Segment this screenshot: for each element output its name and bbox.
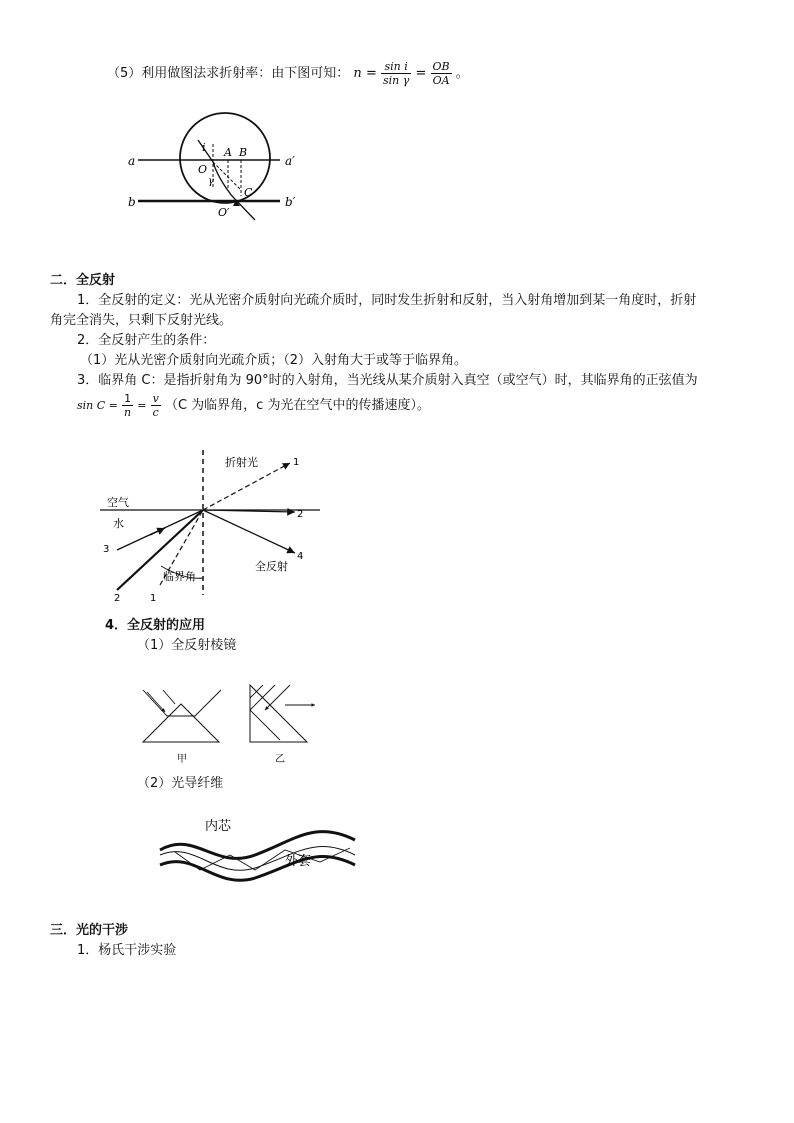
- label-yi: 乙: [275, 754, 285, 765]
- label-ray-2-bottom: 2: [114, 593, 121, 604]
- label-b: b: [128, 195, 136, 209]
- label-a-prime: a′: [285, 154, 295, 168]
- fiber-title: （2）光导纤维: [137, 776, 224, 791]
- refraction-circle-figure: [120, 108, 310, 233]
- prism-title: （1）全反射棱镜: [137, 638, 237, 653]
- heading-total-reflection: 二．全反射: [50, 273, 116, 288]
- application-title: 4．全反射的应用: [105, 618, 206, 633]
- label-air: 空气: [107, 496, 129, 509]
- optical-fiber-figure: [155, 810, 365, 885]
- label-ray-4: 4: [297, 551, 304, 562]
- label-b-prime: b′: [285, 195, 296, 209]
- label-total-reflection: 全反射: [255, 560, 288, 573]
- label-jia: 甲: [177, 754, 187, 765]
- label-gamma: γ: [208, 176, 214, 187]
- item-5-text: （5）利用做图法求折射率：由下图可知： n = $\frac{\text{sin i}}{\text{sin γ}}$ = $\frac{OB}{OA}$ 。: [107, 60, 469, 87]
- heading-interference: 三．光的干涉: [50, 923, 129, 938]
- label-water: 水: [113, 517, 124, 530]
- label-A: A: [224, 146, 232, 159]
- label-ray-1-bottom: 1: [150, 593, 157, 604]
- label-critical-angle: 临界角: [163, 570, 196, 583]
- total-reflection-figure: [95, 445, 325, 605]
- label-ray-2-right: 2: [297, 509, 304, 520]
- prism-figure: [135, 680, 335, 775]
- label-ray-3: 3: [103, 544, 110, 555]
- formula-n: n: [353, 66, 362, 81]
- label-B: B: [239, 146, 248, 159]
- critical-angle-text: 3．临界角 C：是指折射角为 90°时的入射角，当光线从某介质射入真空（或空气）时，其临界角的正弦值为: [77, 373, 698, 388]
- label-refracted: 折射光: [225, 456, 258, 469]
- label-a: a: [128, 154, 136, 168]
- label-core: 内芯: [205, 819, 232, 834]
- label-O-prime: O′: [218, 206, 230, 219]
- critical-angle-formula: sin C = $\frac{1}{n}$ = $\frac{v}{c}$ （C 为临界角，c 为光在空气中的传播速度）。: [77, 392, 430, 419]
- label-i: i: [202, 141, 206, 154]
- formula-1-over-n: $\frac{1}{n}$: [124, 392, 132, 419]
- young-experiment: 1．杨氏干涉实验: [77, 943, 177, 958]
- label-ray-1-top: 1: [293, 457, 300, 468]
- tir-condition-body: （1）光从光密介质射向光疏介质；（2）入射角大于或等于临界角。: [80, 353, 468, 368]
- label-O: O: [198, 163, 208, 176]
- tir-definition: 1．全反射的定义：光从光密介质射向光疏介质时，同时发生折射和反射，当入射角增加到某一角度时，折射: [77, 293, 697, 308]
- formula-v-over-c: $\frac{v}{c}$: [152, 392, 159, 419]
- label-C: C: [244, 186, 253, 199]
- label-cladding: 外套: [285, 854, 312, 869]
- tir-condition-title: 2．全反射产生的条件：: [77, 333, 216, 348]
- formula-sin-fraction: $\frac{\text{sin i}}{\text{sin γ}}$: [382, 60, 410, 87]
- formula-ob-oa-fraction: $\frac{OB}{OA}$: [432, 60, 450, 87]
- tir-definition-cont: 角完全消失，只剩下反射光线。: [50, 313, 233, 328]
